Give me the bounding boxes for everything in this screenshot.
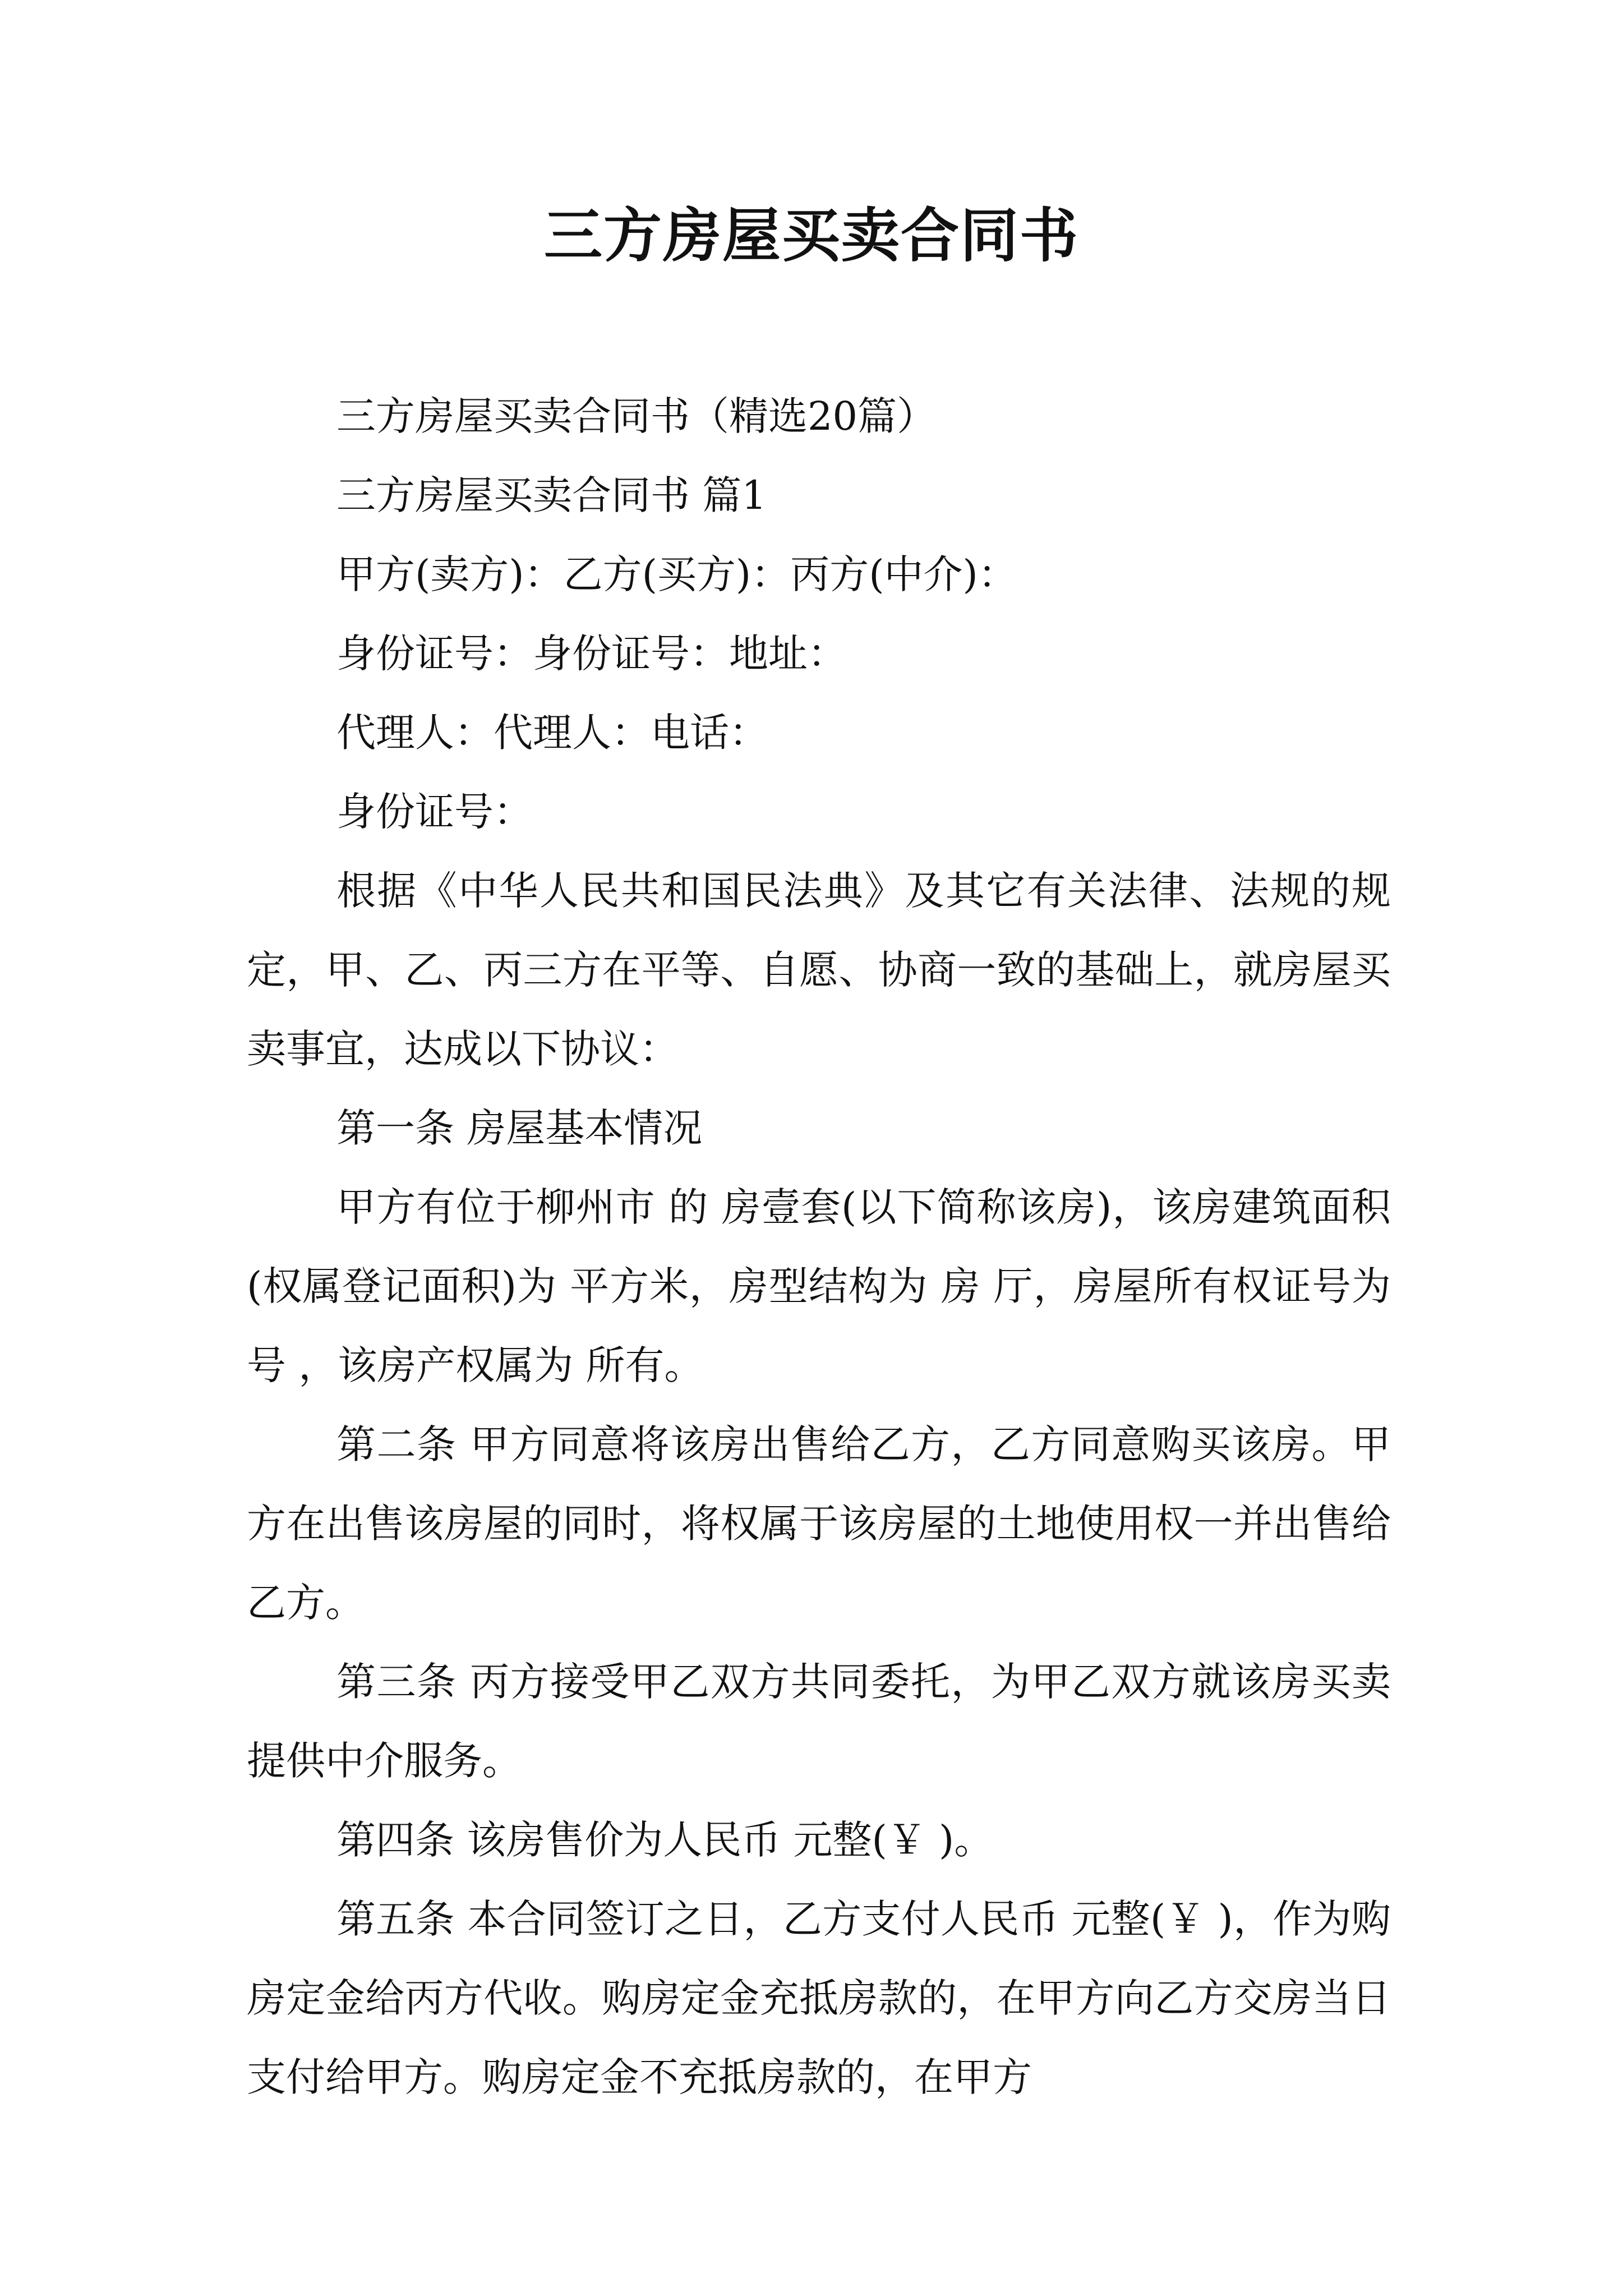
- article-5: 第五条 本合同签订之日，乙方支付人民币 元整(￥ )，作为购房定金给丙方代收。购房定金充抵房款的，在甲方向乙方交房当日支付给甲方。购房定金不充抵房款的，在甲方: [247, 1896, 1391, 2100]
- subtitle-collection: 三方房屋买卖合同书（精选20篇）: [336, 393, 937, 439]
- article-4: 第四条 该房售价为人民币 元整(￥ )。: [336, 1817, 994, 1863]
- document-title: 三方房屋买卖合同书: [543, 201, 1079, 270]
- id-line: 身份证号：: [336, 789, 533, 835]
- article-1-heading: 第一条 房屋基本情况: [336, 1105, 703, 1151]
- article-2: 第二条 甲方同意将该房出售给乙方，乙方同意购买该房。甲方在出售该房屋的同时，将权属于该房屋的土地使用权一并出售给乙方。: [247, 1421, 1391, 1626]
- section-heading: 三方房屋买卖合同书 篇1: [336, 472, 767, 518]
- preamble-paragraph: 根据《中华人民共和国民法典》及其它有关法律、法规的规定，甲、乙、丙三方在平等、自愿、协商一致的基础上，就房屋买卖事宜，达成以下协议：: [247, 868, 1391, 1072]
- article-3: 第三条 丙方接受甲乙双方共同委托，为甲乙双方就该房买卖提供中介服务。: [247, 1659, 1391, 1784]
- id-address-line: 身份证号：身份证号：地址：: [336, 631, 847, 677]
- agent-phone-line: 代理人：代理人：电话：: [336, 710, 768, 756]
- document-body: [247, 377, 1391, 2117]
- parties-line: 甲方(卖方)：乙方(买方)：丙方(中介)：: [336, 551, 1017, 597]
- article-1-body: 甲方有位于柳州市 的 房壹套(以下简称该房)，该房建筑面积(权属登记面积)为 平方米，房型结构为 房 厅，房屋所有权证号为 号 ，该房产权属为 所有。: [247, 1184, 1391, 1388]
